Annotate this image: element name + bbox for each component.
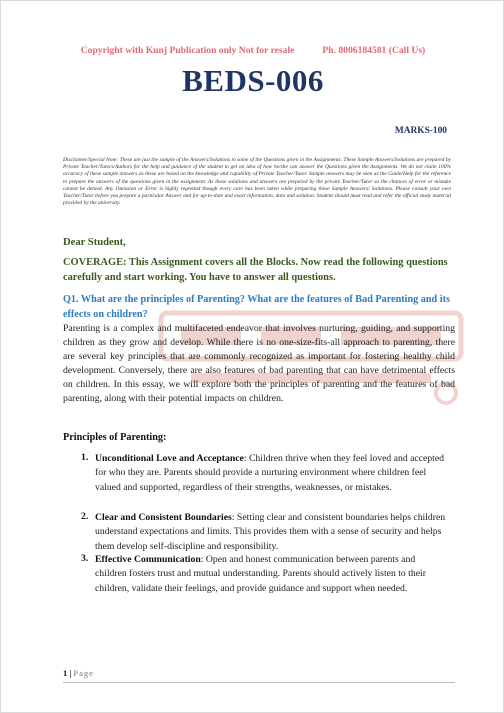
footer-separator: | xyxy=(69,668,72,678)
coverage-instructions: COVERAGE: This Assignment covers all the Blocks. Now read the following questions carefully and start working. You have to answer all questions. xyxy=(63,257,448,283)
list-item-title: Clear and Consistent Boundaries xyxy=(95,512,232,523)
course-code-title: BEDS-006 xyxy=(182,63,324,98)
footer-divider xyxy=(63,682,455,683)
page-number: 1 xyxy=(63,668,68,678)
section-heading: Principles of Parenting: xyxy=(63,432,167,443)
contact-phone: Ph. 8006184581 (Call Us) xyxy=(322,45,426,56)
disclaimer-note: Disclaimer/Special Note: These are just the sample of the Answers/Solutions to some of the Questions given in the Assignments. These Sample Answers/Solutions are prepared by Private Teacher/Tutors/Authors for the help and guidance of the student to get an idea of how he/she can answer the Questions given the Assignments. We do not claim 100% accuracy of these sample answers as these are based on the knowledge and capability of Private Teacher/Tutor. Sample answers may be seen as the Guide/Help for the reference to prepare the answers of the questions given in the assignment. As these solutions and answers are prepared by the private Teacher/Tutor so the chances of error or mistake cannot be denied. Any Omission or Error is highly regretted though every care has been taken while preparing these Sample Answers/ Solutions. Please consult your own Teacher/Tutor before you prepare a particular Answer and for up-to-date and exact information, data and solution. Student should must read and refer the official study material provided by the university. xyxy=(63,157,451,207)
list-item-text xyxy=(95,553,447,596)
list-item-number: 3. xyxy=(81,553,89,564)
list-item-body: : Children thrive when they feel loved and accepted for who they are. Parents should provide a nurturing environment where children feel valued and supported, regardless of their strengths, weaknesses, or mistakes. xyxy=(95,453,444,493)
list-item-body: : Setting clear and consistent boundaries helps children understand expectations and limits. This provides them with a sense of security and helps them develop self-discipline and responsibility. xyxy=(95,512,446,552)
list-item-text xyxy=(95,511,447,554)
list-item-title: Unconditional Love and Acceptance xyxy=(95,453,244,464)
list-item-title: Effective Communication xyxy=(95,554,201,565)
question-heading: Q1. What are the principles of Parenting? What are the features of Bad Parenting and its effects on children? xyxy=(63,294,450,320)
list-item-number: 2. xyxy=(81,511,89,522)
page-footer xyxy=(63,668,94,678)
list-item-body: : Open and honest communication between parents and children fosters trust and mutual understanding. Parents should actively listen to their children, validate their feelings, and provide guidance and support when needed. xyxy=(95,554,426,594)
list-item-number: 1. xyxy=(81,452,89,463)
copyright-text: Copyright with Kunj Publication only Not for resale xyxy=(80,45,295,56)
greeting: Dear Student, xyxy=(63,237,126,248)
list-item-text xyxy=(95,452,447,495)
marks-label: MARKS-100 xyxy=(394,126,447,136)
copyright-header xyxy=(1,45,504,56)
intro-paragraph: Parenting is a complex and multifaceted endeavor that involves nurturing, guiding, and supporting children as they grow and develop. While there is no one-size-fits-all approach to parenting, there are several key principles that are commonly recognized as important for fostering healthy child development. Conversely, there are also features of bad parenting that can have detrimental effects on children. In this essay, we will explore both the principles of parenting and the features of bad parenting, along with their potential impacts on children. xyxy=(63,323,455,404)
page-label: Page xyxy=(73,668,94,678)
